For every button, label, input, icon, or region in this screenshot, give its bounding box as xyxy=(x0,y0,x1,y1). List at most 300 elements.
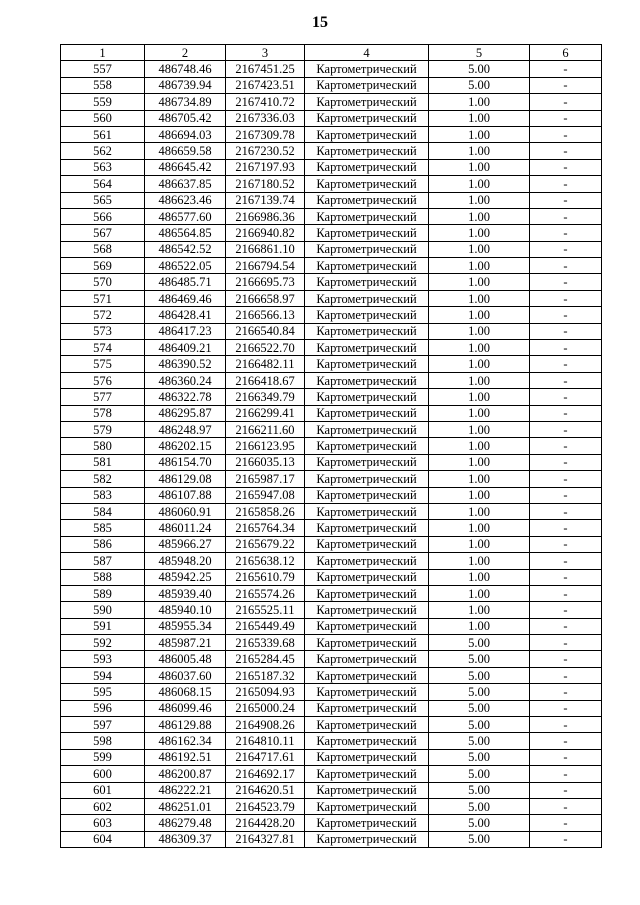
y-coordinate-cell: 2166861.10 xyxy=(226,241,305,257)
point-number-cell: 559 xyxy=(61,94,145,110)
y-coordinate-cell: 2166522.70 xyxy=(226,340,305,356)
point-number-cell: 601 xyxy=(61,782,145,798)
description-cell: - xyxy=(530,61,602,77)
accuracy-cell: 1.00 xyxy=(429,126,530,142)
x-coordinate-cell: 486469.46 xyxy=(145,290,226,306)
table-row xyxy=(61,421,602,437)
accuracy-cell: 1.00 xyxy=(429,569,530,585)
y-coordinate-cell: 2166035.13 xyxy=(226,454,305,470)
x-coordinate-cell: 486564.85 xyxy=(145,225,226,241)
description-cell: - xyxy=(530,258,602,274)
accuracy-cell: 1.00 xyxy=(429,585,530,601)
method-cell: Картометрический xyxy=(305,782,429,798)
point-number-cell: 593 xyxy=(61,651,145,667)
method-cell: Картометрический xyxy=(305,454,429,470)
method-cell: Картометрический xyxy=(305,438,429,454)
description-cell: - xyxy=(530,143,602,159)
y-coordinate-cell: 2165987.17 xyxy=(226,471,305,487)
point-number-cell: 597 xyxy=(61,717,145,733)
accuracy-cell: 1.00 xyxy=(429,143,530,159)
column-header: 2 xyxy=(145,45,226,61)
description-cell: - xyxy=(530,372,602,388)
x-coordinate-cell: 486068.15 xyxy=(145,684,226,700)
table-row xyxy=(61,372,602,388)
point-number-cell: 561 xyxy=(61,126,145,142)
table-row xyxy=(61,684,602,700)
method-cell: Картометрический xyxy=(305,717,429,733)
method-cell: Картометрический xyxy=(305,733,429,749)
accuracy-cell: 1.00 xyxy=(429,159,530,175)
accuracy-cell: 5.00 xyxy=(429,798,530,814)
table-row xyxy=(61,520,602,536)
table-row xyxy=(61,798,602,814)
x-coordinate-cell: 486060.91 xyxy=(145,503,226,519)
table-row xyxy=(61,700,602,716)
accuracy-cell: 5.00 xyxy=(429,717,530,733)
y-coordinate-cell: 2167197.93 xyxy=(226,159,305,175)
table-row xyxy=(61,487,602,503)
accuracy-cell: 1.00 xyxy=(429,94,530,110)
point-number-cell: 578 xyxy=(61,405,145,421)
point-number-cell: 596 xyxy=(61,700,145,716)
y-coordinate-cell: 2164620.51 xyxy=(226,782,305,798)
x-coordinate-cell: 486011.24 xyxy=(145,520,226,536)
y-coordinate-cell: 2164523.79 xyxy=(226,798,305,814)
description-cell: - xyxy=(530,389,602,405)
column-header: 3 xyxy=(226,45,305,61)
table-row xyxy=(61,782,602,798)
description-cell: - xyxy=(530,241,602,257)
table-row xyxy=(61,503,602,519)
column-header: 4 xyxy=(305,45,429,61)
point-number-cell: 576 xyxy=(61,372,145,388)
method-cell: Картометрический xyxy=(305,258,429,274)
point-number-cell: 583 xyxy=(61,487,145,503)
table-row xyxy=(61,389,602,405)
method-cell: Картометрический xyxy=(305,831,429,847)
table-row xyxy=(61,405,602,421)
page-number: 15 xyxy=(312,14,328,31)
description-cell: - xyxy=(530,651,602,667)
point-number-cell: 594 xyxy=(61,667,145,683)
x-coordinate-cell: 486390.52 xyxy=(145,356,226,372)
description-cell: - xyxy=(530,602,602,618)
description-cell: - xyxy=(530,323,602,339)
x-coordinate-cell: 486739.94 xyxy=(145,77,226,93)
y-coordinate-cell: 2166349.79 xyxy=(226,389,305,405)
accuracy-cell: 5.00 xyxy=(429,733,530,749)
point-number-cell: 573 xyxy=(61,323,145,339)
method-cell: Картометрический xyxy=(305,684,429,700)
point-number-cell: 592 xyxy=(61,635,145,651)
table-row xyxy=(61,831,602,847)
y-coordinate-cell: 2166482.11 xyxy=(226,356,305,372)
method-cell: Картометрический xyxy=(305,176,429,192)
accuracy-cell: 1.00 xyxy=(429,192,530,208)
column-header: 5 xyxy=(429,45,530,61)
table-row xyxy=(61,208,602,224)
table-row xyxy=(61,667,602,683)
x-coordinate-cell: 486129.88 xyxy=(145,717,226,733)
table-row xyxy=(61,225,602,241)
description-cell: - xyxy=(530,618,602,634)
method-cell: Картометрический xyxy=(305,307,429,323)
method-cell: Картометрический xyxy=(305,405,429,421)
point-number-cell: 579 xyxy=(61,421,145,437)
point-number-cell: 562 xyxy=(61,143,145,159)
description-cell: - xyxy=(530,749,602,765)
accuracy-cell: 5.00 xyxy=(429,635,530,651)
point-number-cell: 600 xyxy=(61,766,145,782)
method-cell: Картометрический xyxy=(305,536,429,552)
point-number-cell: 572 xyxy=(61,307,145,323)
description-cell: - xyxy=(530,77,602,93)
description-cell: - xyxy=(530,176,602,192)
method-cell: Картометрический xyxy=(305,700,429,716)
method-cell: Картометрический xyxy=(305,553,429,569)
y-coordinate-cell: 2167309.78 xyxy=(226,126,305,142)
x-coordinate-cell: 485948.20 xyxy=(145,553,226,569)
table-row xyxy=(61,143,602,159)
description-cell: - xyxy=(530,471,602,487)
description-cell: - xyxy=(530,454,602,470)
description-cell: - xyxy=(530,667,602,683)
table-row xyxy=(61,602,602,618)
description-cell: - xyxy=(530,274,602,290)
x-coordinate-cell: 485966.27 xyxy=(145,536,226,552)
method-cell: Картометрический xyxy=(305,487,429,503)
method-cell: Картометрический xyxy=(305,471,429,487)
y-coordinate-cell: 2167423.51 xyxy=(226,77,305,93)
accuracy-cell: 1.00 xyxy=(429,471,530,487)
point-number-cell: 581 xyxy=(61,454,145,470)
table-row xyxy=(61,454,602,470)
description-cell: - xyxy=(530,405,602,421)
x-coordinate-cell: 486251.01 xyxy=(145,798,226,814)
table-row xyxy=(61,61,602,77)
accuracy-cell: 5.00 xyxy=(429,815,530,831)
x-coordinate-cell: 486322.78 xyxy=(145,389,226,405)
x-coordinate-cell: 486202.15 xyxy=(145,438,226,454)
method-cell: Картометрический xyxy=(305,241,429,257)
x-coordinate-cell: 486309.37 xyxy=(145,831,226,847)
description-cell: - xyxy=(530,159,602,175)
y-coordinate-cell: 2164810.11 xyxy=(226,733,305,749)
column-header: 6 xyxy=(530,45,602,61)
method-cell: Картометрический xyxy=(305,503,429,519)
description-cell: - xyxy=(530,733,602,749)
x-coordinate-cell: 486577.60 xyxy=(145,208,226,224)
method-cell: Картометрический xyxy=(305,208,429,224)
description-cell: - xyxy=(530,553,602,569)
method-cell: Картометрический xyxy=(305,94,429,110)
method-cell: Картометрический xyxy=(305,766,429,782)
method-cell: Картометрический xyxy=(305,421,429,437)
y-coordinate-cell: 2165449.49 xyxy=(226,618,305,634)
accuracy-cell: 1.00 xyxy=(429,290,530,306)
y-coordinate-cell: 2167139.74 xyxy=(226,192,305,208)
y-coordinate-cell: 2166566.13 xyxy=(226,307,305,323)
description-cell: - xyxy=(530,503,602,519)
x-coordinate-cell: 486222.21 xyxy=(145,782,226,798)
description-cell: - xyxy=(530,126,602,142)
coordinates-table xyxy=(60,44,602,848)
table-row xyxy=(61,94,602,110)
y-coordinate-cell: 2167230.52 xyxy=(226,143,305,159)
x-coordinate-cell: 485939.40 xyxy=(145,585,226,601)
point-number-cell: 589 xyxy=(61,585,145,601)
accuracy-cell: 1.00 xyxy=(429,241,530,257)
method-cell: Картометрический xyxy=(305,274,429,290)
table-row xyxy=(61,733,602,749)
column-header: 1 xyxy=(61,45,145,61)
description-cell: - xyxy=(530,192,602,208)
y-coordinate-cell: 2165187.32 xyxy=(226,667,305,683)
x-coordinate-cell: 486417.23 xyxy=(145,323,226,339)
x-coordinate-cell: 486037.60 xyxy=(145,667,226,683)
table-body xyxy=(61,61,602,848)
accuracy-cell: 1.00 xyxy=(429,110,530,126)
table-row xyxy=(61,77,602,93)
y-coordinate-cell: 2167451.25 xyxy=(226,61,305,77)
table-row xyxy=(61,126,602,142)
description-cell: - xyxy=(530,94,602,110)
table-row xyxy=(61,536,602,552)
accuracy-cell: 1.00 xyxy=(429,618,530,634)
method-cell: Картометрический xyxy=(305,356,429,372)
point-number-cell: 577 xyxy=(61,389,145,405)
accuracy-cell: 1.00 xyxy=(429,372,530,388)
point-number-cell: 582 xyxy=(61,471,145,487)
accuracy-cell: 1.00 xyxy=(429,503,530,519)
method-cell: Картометрический xyxy=(305,651,429,667)
y-coordinate-cell: 2164327.81 xyxy=(226,831,305,847)
method-cell: Картометрический xyxy=(305,77,429,93)
accuracy-cell: 5.00 xyxy=(429,667,530,683)
y-coordinate-cell: 2165947.08 xyxy=(226,487,305,503)
y-coordinate-cell: 2165339.68 xyxy=(226,635,305,651)
accuracy-cell: 1.00 xyxy=(429,520,530,536)
table-row xyxy=(61,258,602,274)
y-coordinate-cell: 2165679.22 xyxy=(226,536,305,552)
method-cell: Картометрический xyxy=(305,143,429,159)
description-cell: - xyxy=(530,798,602,814)
accuracy-cell: 5.00 xyxy=(429,77,530,93)
x-coordinate-cell: 486428.41 xyxy=(145,307,226,323)
description-cell: - xyxy=(530,356,602,372)
x-coordinate-cell: 486162.34 xyxy=(145,733,226,749)
accuracy-cell: 5.00 xyxy=(429,61,530,77)
table-row xyxy=(61,553,602,569)
y-coordinate-cell: 2166794.54 xyxy=(226,258,305,274)
method-cell: Картометрический xyxy=(305,618,429,634)
point-number-cell: 602 xyxy=(61,798,145,814)
accuracy-cell: 1.00 xyxy=(429,258,530,274)
y-coordinate-cell: 2164717.61 xyxy=(226,749,305,765)
point-number-cell: 584 xyxy=(61,503,145,519)
method-cell: Картометрический xyxy=(305,110,429,126)
accuracy-cell: 1.00 xyxy=(429,602,530,618)
y-coordinate-cell: 2164908.26 xyxy=(226,717,305,733)
accuracy-cell: 1.00 xyxy=(429,176,530,192)
method-cell: Картометрический xyxy=(305,290,429,306)
accuracy-cell: 1.00 xyxy=(429,553,530,569)
y-coordinate-cell: 2167336.03 xyxy=(226,110,305,126)
table-row xyxy=(61,618,602,634)
description-cell: - xyxy=(530,635,602,651)
method-cell: Картометрический xyxy=(305,159,429,175)
x-coordinate-cell: 486107.88 xyxy=(145,487,226,503)
accuracy-cell: 5.00 xyxy=(429,766,530,782)
x-coordinate-cell: 486645.42 xyxy=(145,159,226,175)
table-row xyxy=(61,290,602,306)
table-row xyxy=(61,241,602,257)
x-coordinate-cell: 486485.71 xyxy=(145,274,226,290)
method-cell: Картометрический xyxy=(305,340,429,356)
description-cell: - xyxy=(530,536,602,552)
y-coordinate-cell: 2166540.84 xyxy=(226,323,305,339)
method-cell: Картометрический xyxy=(305,126,429,142)
x-coordinate-cell: 486734.89 xyxy=(145,94,226,110)
method-cell: Картометрический xyxy=(305,585,429,601)
description-cell: - xyxy=(530,717,602,733)
x-coordinate-cell: 486279.48 xyxy=(145,815,226,831)
description-cell: - xyxy=(530,831,602,847)
table-row xyxy=(61,815,602,831)
x-coordinate-cell: 486099.46 xyxy=(145,700,226,716)
description-cell: - xyxy=(530,766,602,782)
point-number-cell: 563 xyxy=(61,159,145,175)
point-number-cell: 571 xyxy=(61,290,145,306)
method-cell: Картометрический xyxy=(305,192,429,208)
table-row xyxy=(61,585,602,601)
x-coordinate-cell: 486623.46 xyxy=(145,192,226,208)
description-cell: - xyxy=(530,225,602,241)
table-row xyxy=(61,635,602,651)
accuracy-cell: 1.00 xyxy=(429,356,530,372)
y-coordinate-cell: 2166418.67 xyxy=(226,372,305,388)
accuracy-cell: 1.00 xyxy=(429,536,530,552)
accuracy-cell: 1.00 xyxy=(429,225,530,241)
point-number-cell: 557 xyxy=(61,61,145,77)
accuracy-cell: 1.00 xyxy=(429,307,530,323)
accuracy-cell: 1.00 xyxy=(429,487,530,503)
table-header-row xyxy=(61,45,602,61)
x-coordinate-cell: 486409.21 xyxy=(145,340,226,356)
x-coordinate-cell: 485987.21 xyxy=(145,635,226,651)
table-row xyxy=(61,192,602,208)
x-coordinate-cell: 486200.87 xyxy=(145,766,226,782)
description-cell: - xyxy=(530,307,602,323)
method-cell: Картометрический xyxy=(305,798,429,814)
point-number-cell: 574 xyxy=(61,340,145,356)
point-number-cell: 599 xyxy=(61,749,145,765)
y-coordinate-cell: 2165284.45 xyxy=(226,651,305,667)
table-row xyxy=(61,323,602,339)
description-cell: - xyxy=(530,487,602,503)
point-number-cell: 560 xyxy=(61,110,145,126)
method-cell: Картометрический xyxy=(305,569,429,585)
y-coordinate-cell: 2165000.24 xyxy=(226,700,305,716)
x-coordinate-cell: 485955.34 xyxy=(145,618,226,634)
description-cell: - xyxy=(530,520,602,536)
accuracy-cell: 5.00 xyxy=(429,831,530,847)
x-coordinate-cell: 486129.08 xyxy=(145,471,226,487)
y-coordinate-cell: 2164428.20 xyxy=(226,815,305,831)
method-cell: Картометрический xyxy=(305,389,429,405)
y-coordinate-cell: 2164692.17 xyxy=(226,766,305,782)
point-number-cell: 591 xyxy=(61,618,145,634)
accuracy-cell: 1.00 xyxy=(429,340,530,356)
y-coordinate-cell: 2166695.73 xyxy=(226,274,305,290)
point-number-cell: 567 xyxy=(61,225,145,241)
x-coordinate-cell: 486192.51 xyxy=(145,749,226,765)
description-cell: - xyxy=(530,290,602,306)
point-number-cell: 586 xyxy=(61,536,145,552)
description-cell: - xyxy=(530,815,602,831)
table-row xyxy=(61,749,602,765)
point-number-cell: 565 xyxy=(61,192,145,208)
accuracy-cell: 1.00 xyxy=(429,454,530,470)
accuracy-cell: 1.00 xyxy=(429,323,530,339)
point-number-cell: 564 xyxy=(61,176,145,192)
table-row xyxy=(61,340,602,356)
point-number-cell: 580 xyxy=(61,438,145,454)
x-coordinate-cell: 486154.70 xyxy=(145,454,226,470)
x-coordinate-cell: 485940.10 xyxy=(145,602,226,618)
y-coordinate-cell: 2165610.79 xyxy=(226,569,305,585)
y-coordinate-cell: 2165094.93 xyxy=(226,684,305,700)
accuracy-cell: 5.00 xyxy=(429,782,530,798)
accuracy-cell: 5.00 xyxy=(429,700,530,716)
table-row xyxy=(61,766,602,782)
accuracy-cell: 5.00 xyxy=(429,749,530,765)
table-row xyxy=(61,159,602,175)
point-number-cell: 603 xyxy=(61,815,145,831)
point-number-cell: 598 xyxy=(61,733,145,749)
table-row xyxy=(61,356,602,372)
y-coordinate-cell: 2166940.82 xyxy=(226,225,305,241)
description-cell: - xyxy=(530,208,602,224)
x-coordinate-cell: 486705.42 xyxy=(145,110,226,126)
description-cell: - xyxy=(530,438,602,454)
y-coordinate-cell: 2166986.36 xyxy=(226,208,305,224)
y-coordinate-cell: 2165574.26 xyxy=(226,585,305,601)
point-number-cell: 558 xyxy=(61,77,145,93)
x-coordinate-cell: 486748.46 xyxy=(145,61,226,77)
accuracy-cell: 5.00 xyxy=(429,684,530,700)
y-coordinate-cell: 2165858.26 xyxy=(226,503,305,519)
accuracy-cell: 1.00 xyxy=(429,405,530,421)
point-number-cell: 595 xyxy=(61,684,145,700)
method-cell: Картометрический xyxy=(305,225,429,241)
method-cell: Картометрический xyxy=(305,520,429,536)
y-coordinate-cell: 2166658.97 xyxy=(226,290,305,306)
table-row xyxy=(61,274,602,290)
x-coordinate-cell: 486360.24 xyxy=(145,372,226,388)
y-coordinate-cell: 2165764.34 xyxy=(226,520,305,536)
method-cell: Картометрический xyxy=(305,61,429,77)
accuracy-cell: 1.00 xyxy=(429,421,530,437)
x-coordinate-cell: 486248.97 xyxy=(145,421,226,437)
description-cell: - xyxy=(530,700,602,716)
table-row xyxy=(61,471,602,487)
accuracy-cell: 1.00 xyxy=(429,389,530,405)
y-coordinate-cell: 2165525.11 xyxy=(226,602,305,618)
point-number-cell: 568 xyxy=(61,241,145,257)
accuracy-cell: 1.00 xyxy=(429,438,530,454)
description-cell: - xyxy=(530,782,602,798)
